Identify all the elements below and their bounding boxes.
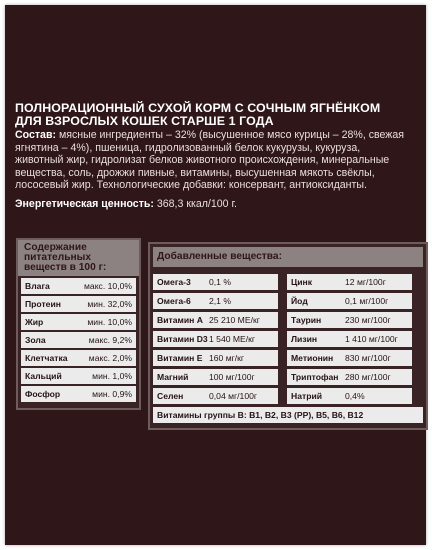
additive-row (287, 388, 412, 404)
product-title: ПОЛНОРАЦИОННЫЙ СУХОЙ КОРМ С СОЧНЫМ ЯГНЁНКОМ ДЛЯ ВЗРОСЛЫХ КОШЕК СТАРШЕ 1 ГОДА (15, 101, 381, 128)
additive-value: 0,1 % (209, 277, 231, 287)
additive-row (153, 293, 278, 309)
additive-row (153, 388, 278, 404)
additive-row (153, 312, 278, 328)
nutrient-value: мин. 1,0% (92, 371, 132, 381)
nutrient-value: макс. 2,0% (88, 353, 132, 363)
additive-row (153, 350, 278, 366)
additive-row (287, 274, 412, 290)
additive-row (287, 369, 412, 385)
vitamins-b-footer: Витамины группы B: B1, B2, B3 (PP), B5, B6, B12 (153, 407, 423, 423)
additive-value: 25 210 МЕ/кг (209, 315, 260, 325)
energy-value: 368,3 ккал/100 г. (153, 197, 237, 210)
nutrient-row (21, 296, 136, 312)
nutrient-value: мин. 32,0% (87, 299, 132, 309)
nutrient-row (21, 368, 136, 384)
additive-value: 12 мг/100г (345, 277, 386, 287)
nutrient-name: Кальций (25, 371, 62, 381)
additive-row (153, 369, 278, 385)
nutrient-name: Зола (25, 335, 46, 345)
nutrient-name: Клетчатка (25, 353, 68, 363)
additive-name: Цинк (291, 277, 313, 287)
nutrient-row (21, 386, 136, 402)
composition-text (15, 129, 410, 192)
nutrient-value: макс. 9,2% (88, 335, 132, 345)
nutrient-value: мин. 10,0% (87, 317, 132, 327)
additive-name: Натрий (291, 391, 323, 401)
additives-table (148, 242, 428, 430)
nutrient-name: Фосфор (25, 389, 61, 399)
nutrient-value: мин. 0,9% (92, 389, 132, 399)
additive-name: Омега-3 (157, 277, 191, 287)
additive-name: Магний (157, 372, 189, 382)
energy-line (15, 198, 410, 210)
additive-row (287, 350, 412, 366)
additive-name: Йод (291, 296, 308, 306)
additive-name: Витамин Е (157, 353, 203, 363)
additive-value: 1 540 МЕ/кг (209, 334, 256, 344)
additive-name: Лизин (291, 334, 318, 344)
additive-row (287, 293, 412, 309)
additive-value: 160 мг/кг (209, 353, 245, 363)
nutrient-value: макс. 10,0% (84, 281, 132, 291)
additives-header: Добавленные вещества: (153, 247, 423, 267)
nutrient-name: Жир (25, 317, 44, 327)
additive-name: Таурин (291, 315, 322, 325)
additive-name: Метионин (291, 353, 334, 363)
nutrient-name: Влага (25, 281, 50, 291)
composition-body: мясные ингредиенты – 32% (высушенное мясо курицы – 28%, свежая ягнятина – 4%), пшеница, гидролизованный белок кукурузы, кукуруза, животный жир, гидролизат белков животного происхождения, минеральные вещества, соль, дрожжи пивные, витамины, высушенная мякоть свёклы, лососевый жир. Технологические добавки: консервант, антиоксиданты. (15, 129, 405, 192)
additive-name: Витамин D3 (157, 334, 208, 344)
composition-label: Состав: (15, 129, 56, 141)
additive-name: Омега-6 (157, 296, 191, 306)
energy-label: Энергетическая ценность: (15, 197, 154, 210)
additive-name: Витамин А (157, 315, 203, 325)
nutrient-row (21, 332, 136, 348)
nutrients-header: Содержание питательных веществ в 100 г: (18, 240, 139, 276)
additive-row (287, 331, 412, 347)
additive-name: Селен (157, 391, 184, 401)
additive-value: 1 410 мг/100г (345, 334, 398, 344)
additive-row (287, 312, 412, 328)
nutrient-row (21, 350, 136, 366)
additive-row (153, 274, 278, 290)
additive-value: 2,1 % (209, 296, 231, 306)
additive-value: 230 мг/100г (345, 315, 391, 325)
additive-name: Триптофан (291, 372, 339, 382)
additive-value: 830 мг/100г (345, 353, 391, 363)
additive-value: 0,04 мг/100г (209, 391, 258, 401)
label-text-block (15, 102, 410, 210)
additive-value: 280 мг/100г (345, 372, 391, 382)
additive-value: 0,4% (345, 391, 365, 401)
additive-value: 0,1 мг/100г (345, 296, 389, 306)
additive-row (153, 331, 278, 347)
nutrients-table (16, 238, 141, 410)
nutrient-name: Протеин (25, 299, 61, 309)
nutrient-row (21, 314, 136, 330)
additive-value: 100 мг/100г (209, 372, 255, 382)
nutrient-row (21, 278, 136, 294)
